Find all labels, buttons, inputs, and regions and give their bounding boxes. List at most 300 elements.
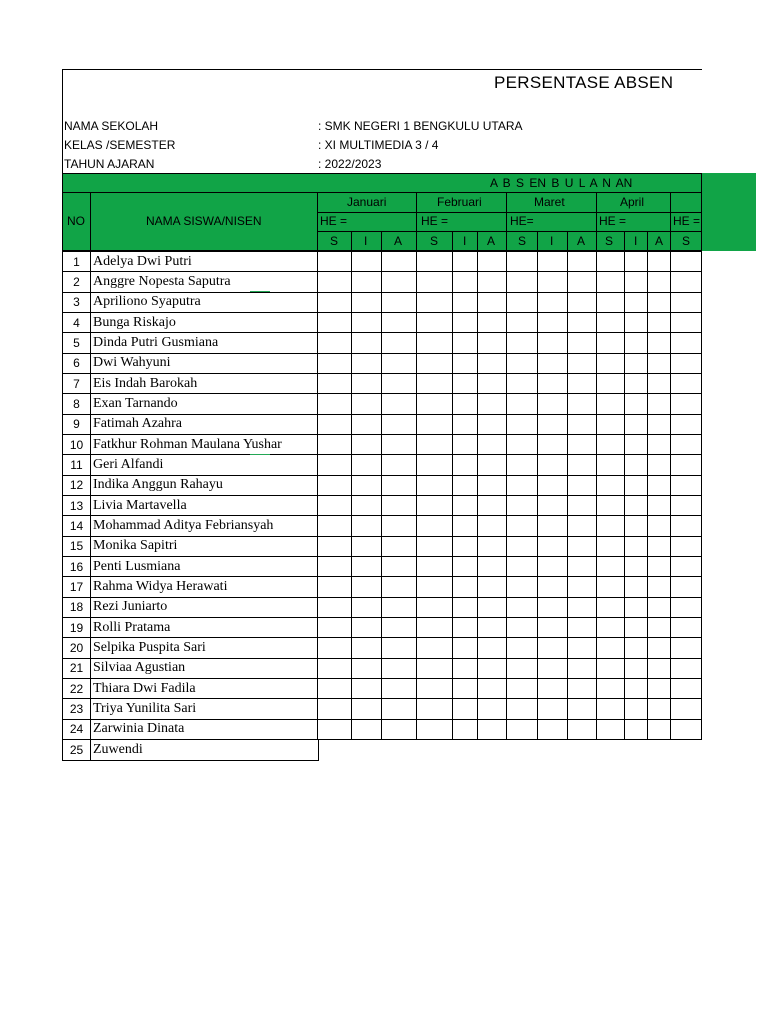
attendance-cell[interactable] (597, 333, 625, 353)
attendance-cell[interactable] (671, 495, 702, 515)
attendance-cell[interactable] (597, 434, 625, 454)
attendance-cell[interactable] (625, 272, 648, 292)
attendance-cell[interactable] (453, 434, 478, 454)
attendance-cell[interactable] (352, 272, 382, 292)
attendance-cell[interactable] (538, 719, 568, 739)
attendance-cell[interactable] (382, 394, 417, 414)
attendance-cell[interactable] (538, 312, 568, 332)
attendance-cell[interactable] (671, 556, 702, 576)
attendance-cell[interactable] (568, 434, 597, 454)
attendance-cell[interactable] (568, 597, 597, 617)
attendance-cell[interactable] (417, 719, 453, 739)
attendance-cell[interactable] (597, 394, 625, 414)
attendance-cell[interactable] (648, 638, 671, 658)
attendance-cell[interactable] (478, 394, 507, 414)
attendance-cell[interactable] (568, 556, 597, 576)
attendance-cell[interactable] (648, 455, 671, 475)
attendance-cell[interactable] (382, 699, 417, 719)
attendance-cell[interactable] (352, 353, 382, 373)
attendance-cell[interactable] (568, 516, 597, 536)
attendance-cell[interactable] (625, 597, 648, 617)
attendance-cell[interactable] (538, 475, 568, 495)
attendance-cell[interactable] (453, 658, 478, 678)
attendance-cell[interactable] (671, 252, 702, 272)
attendance-cell[interactable] (453, 495, 478, 515)
attendance-cell[interactable] (382, 353, 417, 373)
attendance-cell[interactable] (507, 699, 538, 719)
attendance-cell[interactable] (352, 414, 382, 434)
attendance-cell[interactable] (352, 658, 382, 678)
attendance-cell[interactable] (453, 333, 478, 353)
attendance-cell[interactable] (478, 353, 507, 373)
attendance-cell[interactable] (478, 475, 507, 495)
attendance-cell[interactable] (417, 577, 453, 597)
attendance-cell[interactable] (318, 455, 352, 475)
attendance-cell[interactable] (538, 516, 568, 536)
attendance-cell[interactable] (352, 333, 382, 353)
attendance-cell[interactable] (478, 252, 507, 272)
attendance-cell[interactable] (568, 617, 597, 637)
attendance-cell[interactable] (352, 556, 382, 576)
attendance-cell[interactable] (417, 556, 453, 576)
attendance-cell[interactable] (597, 272, 625, 292)
attendance-cell[interactable] (453, 455, 478, 475)
attendance-cell[interactable] (318, 252, 352, 272)
attendance-cell[interactable] (625, 617, 648, 637)
attendance-cell[interactable] (417, 699, 453, 719)
attendance-cell[interactable] (352, 678, 382, 698)
attendance-cell[interactable] (453, 373, 478, 393)
attendance-cell[interactable] (597, 292, 625, 312)
attendance-cell[interactable] (507, 475, 538, 495)
attendance-cell[interactable] (538, 658, 568, 678)
attendance-cell[interactable] (318, 353, 352, 373)
attendance-cell[interactable] (625, 658, 648, 678)
attendance-cell[interactable] (478, 556, 507, 576)
attendance-cell[interactable] (671, 577, 702, 597)
attendance-cell[interactable] (597, 414, 625, 434)
attendance-cell[interactable] (568, 292, 597, 312)
attendance-cell[interactable] (671, 434, 702, 454)
attendance-cell[interactable] (597, 312, 625, 332)
attendance-cell[interactable] (382, 292, 417, 312)
attendance-cell[interactable] (453, 475, 478, 495)
attendance-cell[interactable] (507, 516, 538, 536)
attendance-cell[interactable] (625, 678, 648, 698)
attendance-cell[interactable] (538, 252, 568, 272)
attendance-cell[interactable] (507, 414, 538, 434)
attendance-cell[interactable] (352, 292, 382, 312)
attendance-cell[interactable] (382, 536, 417, 556)
attendance-cell[interactable] (417, 312, 453, 332)
attendance-cell[interactable] (507, 556, 538, 576)
attendance-cell[interactable] (597, 516, 625, 536)
attendance-cell[interactable] (648, 516, 671, 536)
attendance-cell[interactable] (671, 333, 702, 353)
attendance-cell[interactable] (382, 333, 417, 353)
attendance-cell[interactable] (625, 516, 648, 536)
attendance-cell[interactable] (538, 455, 568, 475)
attendance-cell[interactable] (478, 292, 507, 312)
attendance-cell[interactable] (648, 556, 671, 576)
attendance-cell[interactable] (478, 495, 507, 515)
attendance-cell[interactable] (568, 536, 597, 556)
attendance-cell[interactable] (625, 536, 648, 556)
attendance-cell[interactable] (671, 414, 702, 434)
attendance-cell[interactable] (478, 577, 507, 597)
attendance-cell[interactable] (453, 617, 478, 637)
attendance-cell[interactable] (648, 414, 671, 434)
attendance-cell[interactable] (671, 638, 702, 658)
attendance-cell[interactable] (625, 434, 648, 454)
attendance-cell[interactable] (568, 373, 597, 393)
attendance-cell[interactable] (648, 719, 671, 739)
attendance-cell[interactable] (507, 617, 538, 637)
attendance-cell[interactable] (417, 536, 453, 556)
attendance-cell[interactable] (382, 617, 417, 637)
attendance-cell[interactable] (507, 292, 538, 312)
attendance-cell[interactable] (417, 617, 453, 637)
attendance-cell[interactable] (478, 272, 507, 292)
attendance-cell[interactable] (382, 414, 417, 434)
attendance-cell[interactable] (568, 333, 597, 353)
attendance-cell[interactable] (597, 678, 625, 698)
attendance-cell[interactable] (597, 577, 625, 597)
attendance-cell[interactable] (597, 617, 625, 637)
attendance-cell[interactable] (318, 719, 352, 739)
attendance-cell[interactable] (453, 414, 478, 434)
attendance-cell[interactable] (382, 434, 417, 454)
attendance-cell[interactable] (352, 719, 382, 739)
attendance-cell[interactable] (478, 597, 507, 617)
attendance-cell[interactable] (538, 292, 568, 312)
attendance-cell[interactable] (382, 455, 417, 475)
attendance-cell[interactable] (597, 495, 625, 515)
attendance-cell[interactable] (507, 658, 538, 678)
attendance-cell[interactable] (568, 252, 597, 272)
attendance-cell[interactable] (507, 312, 538, 332)
attendance-cell[interactable] (453, 353, 478, 373)
attendance-cell[interactable] (453, 556, 478, 576)
attendance-cell[interactable] (507, 252, 538, 272)
attendance-cell[interactable] (568, 312, 597, 332)
attendance-cell[interactable] (352, 495, 382, 515)
attendance-cell[interactable] (453, 597, 478, 617)
attendance-cell[interactable] (352, 373, 382, 393)
attendance-cell[interactable] (597, 597, 625, 617)
attendance-cell[interactable] (382, 556, 417, 576)
attendance-cell[interactable] (625, 353, 648, 373)
attendance-cell[interactable] (318, 617, 352, 637)
attendance-cell[interactable] (382, 272, 417, 292)
attendance-cell[interactable] (318, 475, 352, 495)
attendance-cell[interactable] (417, 333, 453, 353)
attendance-cell[interactable] (478, 617, 507, 637)
attendance-cell[interactable] (318, 394, 352, 414)
attendance-cell[interactable] (417, 678, 453, 698)
attendance-cell[interactable] (648, 272, 671, 292)
attendance-cell[interactable] (318, 373, 352, 393)
attendance-cell[interactable] (507, 536, 538, 556)
attendance-cell[interactable] (318, 292, 352, 312)
attendance-cell[interactable] (671, 292, 702, 312)
attendance-cell[interactable] (568, 394, 597, 414)
attendance-cell[interactable] (318, 414, 352, 434)
attendance-cell[interactable] (417, 252, 453, 272)
attendance-cell[interactable] (597, 252, 625, 272)
attendance-cell[interactable] (507, 434, 538, 454)
attendance-cell[interactable] (453, 272, 478, 292)
attendance-cell[interactable] (478, 414, 507, 434)
attendance-cell[interactable] (671, 617, 702, 637)
attendance-cell[interactable] (671, 353, 702, 373)
attendance-cell[interactable] (507, 353, 538, 373)
attendance-cell[interactable] (318, 333, 352, 353)
attendance-cell[interactable] (671, 475, 702, 495)
attendance-cell[interactable] (538, 597, 568, 617)
attendance-cell[interactable] (352, 475, 382, 495)
attendance-cell[interactable] (597, 638, 625, 658)
attendance-cell[interactable] (625, 312, 648, 332)
attendance-cell[interactable] (318, 556, 352, 576)
attendance-cell[interactable] (507, 719, 538, 739)
attendance-cell[interactable] (507, 373, 538, 393)
attendance-cell[interactable] (648, 394, 671, 414)
attendance-cell[interactable] (453, 678, 478, 698)
attendance-cell[interactable] (478, 455, 507, 475)
attendance-cell[interactable] (507, 495, 538, 515)
attendance-cell[interactable] (648, 678, 671, 698)
attendance-cell[interactable] (507, 394, 538, 414)
attendance-cell[interactable] (625, 556, 648, 576)
attendance-cell[interactable] (318, 577, 352, 597)
attendance-cell[interactable] (625, 638, 648, 658)
attendance-cell[interactable] (417, 475, 453, 495)
attendance-cell[interactable] (318, 434, 352, 454)
attendance-cell[interactable] (538, 414, 568, 434)
attendance-cell[interactable] (597, 373, 625, 393)
attendance-cell[interactable] (671, 373, 702, 393)
attendance-cell[interactable] (671, 699, 702, 719)
attendance-cell[interactable] (478, 536, 507, 556)
attendance-cell[interactable] (648, 536, 671, 556)
attendance-cell[interactable] (568, 475, 597, 495)
attendance-cell[interactable] (417, 353, 453, 373)
attendance-cell[interactable] (417, 414, 453, 434)
attendance-cell[interactable] (453, 394, 478, 414)
attendance-cell[interactable] (478, 312, 507, 332)
attendance-cell[interactable] (453, 699, 478, 719)
attendance-cell[interactable] (417, 272, 453, 292)
attendance-cell[interactable] (478, 333, 507, 353)
attendance-cell[interactable] (417, 495, 453, 515)
attendance-cell[interactable] (352, 597, 382, 617)
attendance-cell[interactable] (318, 272, 352, 292)
attendance-cell[interactable] (671, 312, 702, 332)
attendance-cell[interactable] (597, 475, 625, 495)
attendance-cell[interactable] (648, 475, 671, 495)
attendance-cell[interactable] (417, 292, 453, 312)
attendance-cell[interactable] (478, 678, 507, 698)
attendance-cell[interactable] (352, 617, 382, 637)
attendance-cell[interactable] (453, 516, 478, 536)
attendance-cell[interactable] (417, 516, 453, 536)
attendance-cell[interactable] (568, 272, 597, 292)
attendance-cell[interactable] (478, 658, 507, 678)
attendance-cell[interactable] (352, 638, 382, 658)
attendance-cell[interactable] (648, 699, 671, 719)
attendance-cell[interactable] (318, 638, 352, 658)
attendance-cell[interactable] (352, 516, 382, 536)
attendance-cell[interactable] (382, 719, 417, 739)
attendance-cell[interactable] (382, 597, 417, 617)
attendance-cell[interactable] (382, 252, 417, 272)
attendance-cell[interactable] (538, 678, 568, 698)
attendance-cell[interactable] (538, 577, 568, 597)
attendance-cell[interactable] (478, 719, 507, 739)
attendance-cell[interactable] (538, 617, 568, 637)
attendance-cell[interactable] (538, 699, 568, 719)
attendance-cell[interactable] (478, 638, 507, 658)
attendance-cell[interactable] (671, 597, 702, 617)
attendance-cell[interactable] (671, 678, 702, 698)
attendance-cell[interactable] (568, 678, 597, 698)
attendance-cell[interactable] (318, 658, 352, 678)
attendance-cell[interactable] (568, 719, 597, 739)
attendance-cell[interactable] (597, 719, 625, 739)
attendance-cell[interactable] (648, 495, 671, 515)
attendance-cell[interactable] (538, 434, 568, 454)
attendance-cell[interactable] (625, 475, 648, 495)
attendance-cell[interactable] (648, 434, 671, 454)
attendance-cell[interactable] (648, 617, 671, 637)
attendance-cell[interactable] (625, 373, 648, 393)
attendance-cell[interactable] (507, 678, 538, 698)
attendance-cell[interactable] (671, 455, 702, 475)
attendance-cell[interactable] (597, 556, 625, 576)
attendance-cell[interactable] (318, 597, 352, 617)
attendance-cell[interactable] (568, 495, 597, 515)
attendance-cell[interactable] (538, 536, 568, 556)
attendance-cell[interactable] (352, 577, 382, 597)
attendance-cell[interactable] (382, 638, 417, 658)
attendance-cell[interactable] (382, 475, 417, 495)
attendance-cell[interactable] (453, 719, 478, 739)
attendance-cell[interactable] (507, 333, 538, 353)
attendance-cell[interactable] (671, 658, 702, 678)
attendance-cell[interactable] (538, 353, 568, 373)
attendance-cell[interactable] (507, 638, 538, 658)
attendance-cell[interactable] (382, 577, 417, 597)
attendance-cell[interactable] (568, 699, 597, 719)
attendance-cell[interactable] (417, 638, 453, 658)
attendance-cell[interactable] (507, 455, 538, 475)
attendance-cell[interactable] (478, 373, 507, 393)
attendance-cell[interactable] (597, 658, 625, 678)
attendance-cell[interactable] (648, 577, 671, 597)
attendance-cell[interactable] (625, 414, 648, 434)
attendance-cell[interactable] (382, 373, 417, 393)
attendance-cell[interactable] (568, 577, 597, 597)
attendance-cell[interactable] (568, 638, 597, 658)
attendance-cell[interactable] (382, 516, 417, 536)
attendance-cell[interactable] (453, 536, 478, 556)
attendance-cell[interactable] (648, 597, 671, 617)
attendance-cell[interactable] (507, 597, 538, 617)
attendance-cell[interactable] (318, 312, 352, 332)
attendance-cell[interactable] (318, 678, 352, 698)
attendance-cell[interactable] (625, 577, 648, 597)
attendance-cell[interactable] (597, 455, 625, 475)
attendance-cell[interactable] (453, 638, 478, 658)
attendance-cell[interactable] (318, 699, 352, 719)
attendance-cell[interactable] (453, 292, 478, 312)
attendance-cell[interactable] (318, 516, 352, 536)
attendance-cell[interactable] (507, 577, 538, 597)
attendance-cell[interactable] (625, 333, 648, 353)
attendance-cell[interactable] (671, 536, 702, 556)
attendance-cell[interactable] (648, 353, 671, 373)
attendance-cell[interactable] (417, 597, 453, 617)
attendance-cell[interactable] (318, 495, 352, 515)
attendance-cell[interactable] (648, 373, 671, 393)
attendance-cell[interactable] (382, 658, 417, 678)
attendance-cell[interactable] (648, 312, 671, 332)
attendance-cell[interactable] (597, 536, 625, 556)
attendance-cell[interactable] (538, 333, 568, 353)
attendance-cell[interactable] (352, 434, 382, 454)
attendance-cell[interactable] (352, 455, 382, 475)
attendance-cell[interactable] (597, 699, 625, 719)
attendance-cell[interactable] (417, 394, 453, 414)
attendance-cell[interactable] (478, 516, 507, 536)
attendance-cell[interactable] (538, 373, 568, 393)
attendance-cell[interactable] (538, 556, 568, 576)
attendance-cell[interactable] (538, 638, 568, 658)
attendance-cell[interactable] (417, 658, 453, 678)
attendance-cell[interactable] (538, 495, 568, 515)
attendance-cell[interactable] (538, 272, 568, 292)
attendance-cell[interactable] (671, 272, 702, 292)
attendance-cell[interactable] (453, 252, 478, 272)
attendance-cell[interactable] (478, 434, 507, 454)
attendance-cell[interactable] (382, 495, 417, 515)
attendance-cell[interactable] (568, 414, 597, 434)
attendance-cell[interactable] (538, 394, 568, 414)
attendance-cell[interactable] (625, 719, 648, 739)
attendance-cell[interactable] (382, 678, 417, 698)
attendance-cell[interactable] (625, 455, 648, 475)
attendance-cell[interactable] (417, 455, 453, 475)
attendance-cell[interactable] (625, 699, 648, 719)
attendance-cell[interactable] (625, 252, 648, 272)
attendance-cell[interactable] (648, 252, 671, 272)
attendance-cell[interactable] (625, 394, 648, 414)
attendance-cell[interactable] (478, 699, 507, 719)
attendance-cell[interactable] (568, 658, 597, 678)
attendance-cell[interactable] (352, 252, 382, 272)
attendance-cell[interactable] (318, 536, 352, 556)
attendance-cell[interactable] (671, 394, 702, 414)
attendance-cell[interactable] (352, 394, 382, 414)
attendance-cell[interactable] (648, 292, 671, 312)
attendance-cell[interactable] (568, 455, 597, 475)
attendance-cell[interactable] (382, 312, 417, 332)
attendance-cell[interactable] (648, 658, 671, 678)
attendance-cell[interactable] (625, 292, 648, 312)
attendance-cell[interactable] (352, 312, 382, 332)
attendance-cell[interactable] (625, 495, 648, 515)
